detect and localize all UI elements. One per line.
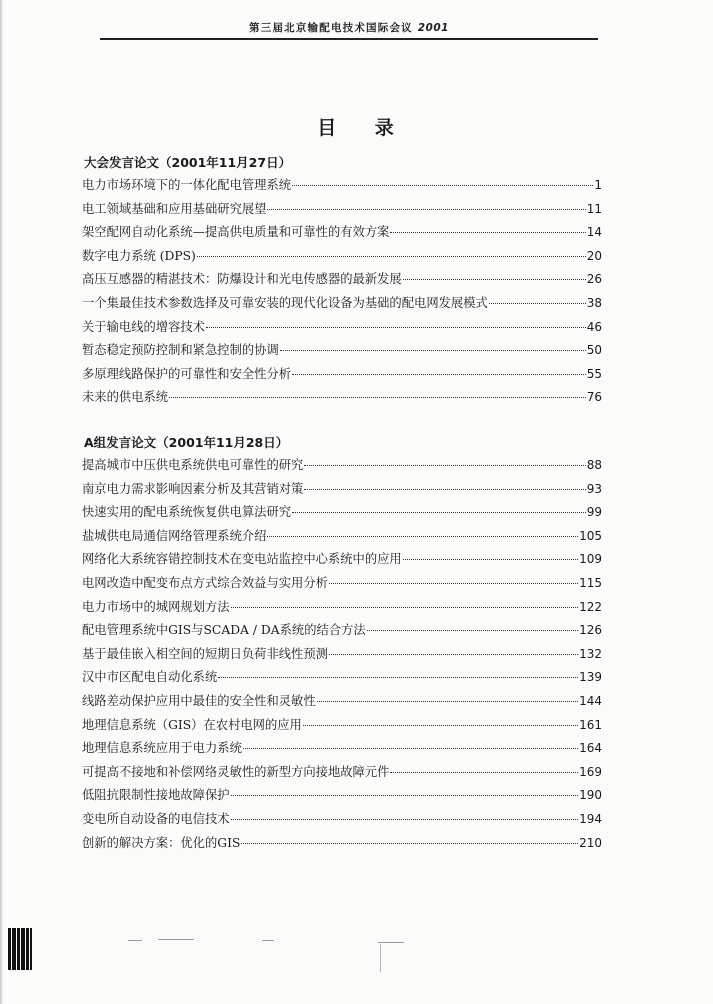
toc-entry-title: 汉中市区配电自动化系统 [82, 670, 218, 685]
dot-leader [280, 350, 586, 351]
toc-list [82, 174, 602, 410]
dot-leader [390, 232, 585, 233]
toc-entry-page: 164 [579, 741, 602, 756]
toc-entry-title: 一个集最佳技术参数选择及可靠安装的现代化设备为基础的配电网发展模式 [82, 295, 488, 310]
toc-entry-page: 1 [594, 178, 602, 192]
dot-leader [218, 677, 578, 678]
toc-entry-page: 144 [579, 693, 602, 708]
toc-entry-title: 变电所自动设备的电信技术 [82, 811, 230, 826]
toc-entry[interactable] [82, 666, 602, 690]
section-heading: A组发言论文（2001年11月28日） [84, 435, 289, 450]
toc-entry-page: 20 [586, 248, 602, 263]
toc-entry[interactable] [82, 198, 602, 222]
toc-entry-title: 可提高不接地和补偿网络灵敏性的新型方向接地故障元件 [82, 764, 390, 779]
toc-entry-page: 99 [586, 505, 602, 520]
toc-entry-page: 115 [579, 575, 602, 590]
toc-entry-title: 快速实用的配电系统恢复供电算法研究 [82, 505, 292, 520]
toc-entry[interactable] [82, 714, 602, 738]
dot-leader [304, 465, 585, 466]
toc-entry-title: 低阻抗限制性接地故障保护 [82, 788, 230, 803]
scan-artifact [380, 944, 381, 972]
toc-entry-page: 76 [586, 390, 602, 405]
toc-list [82, 454, 602, 855]
toc-entry-page: 38 [586, 295, 602, 310]
header-year: 2001 [417, 22, 449, 34]
toc-entry[interactable] [82, 363, 602, 387]
toc-entry[interactable] [82, 339, 602, 363]
dot-leader [317, 701, 578, 702]
toc-entry-page: 161 [579, 717, 602, 732]
dot-leader [367, 630, 578, 631]
dot-leader [231, 607, 579, 608]
toc-entry-page: 105 [579, 528, 602, 543]
page-edge [0, 0, 3, 1004]
scan-artifact [262, 940, 274, 941]
dot-leader [267, 209, 585, 210]
dot-leader [292, 374, 586, 375]
scan-artifact [378, 942, 404, 943]
dot-leader [489, 303, 586, 304]
toc-entry-title: 盐城供电局通信网络管理系统介绍 [82, 528, 267, 543]
toc-entry-page: 210 [579, 835, 602, 850]
toc-entry-title: 关于输电线的增容技术 [82, 319, 205, 334]
toc-section-group-a [82, 432, 602, 855]
dot-leader [292, 185, 593, 186]
toc-entry-title: 多原理线路保护的可靠性和安全性分析 [82, 366, 292, 381]
toc-entry-page: 14 [586, 225, 602, 240]
toc-entry-title: 配电管理系统中GIS与SCADA / DA系统的结合方法 [82, 623, 366, 638]
toc-entry[interactable] [82, 268, 602, 292]
toc-entry-title: 架空配网自动化系统—提高供电质量和可靠性的有效方案 [82, 225, 390, 240]
toc-entry[interactable] [82, 761, 602, 785]
toc-entry[interactable] [82, 808, 602, 832]
toc-entry-page: 50 [586, 343, 602, 358]
header-rule [100, 38, 598, 40]
dot-leader [403, 279, 586, 280]
page-title: 目 录 [317, 117, 396, 139]
dot-leader [304, 489, 585, 490]
toc-entry[interactable] [82, 292, 602, 316]
toc-entry-page: 139 [579, 670, 602, 685]
toc-entry[interactable] [82, 316, 602, 340]
toc-entry[interactable] [82, 572, 602, 596]
toc-entry[interactable] [82, 619, 602, 643]
running-header [100, 20, 598, 35]
toc-entry[interactable] [82, 174, 602, 198]
dot-leader [267, 536, 578, 537]
toc-entry[interactable] [82, 548, 602, 572]
toc-entry-page: 126 [579, 623, 602, 638]
section-heading: 大会发言论文（2001年11月27日） [84, 155, 292, 170]
toc-entry[interactable] [82, 690, 602, 714]
dot-leader [292, 512, 586, 513]
toc-entry-page: 194 [579, 811, 602, 826]
toc-entry-title: 线路差动保护应用中最佳的安全性和灵敏性 [82, 693, 316, 708]
toc-entry[interactable] [82, 501, 602, 525]
toc-entry[interactable] [82, 832, 602, 856]
scan-artifact [128, 940, 142, 941]
toc-entry[interactable] [82, 245, 602, 269]
toc-entry-page: 55 [586, 366, 602, 381]
dot-leader [231, 795, 579, 796]
dot-leader [403, 559, 578, 560]
toc-entry[interactable] [82, 221, 602, 245]
binding-spine [8, 928, 32, 970]
toc-entry-page: 93 [586, 481, 602, 496]
toc-entry-title: 电网改造中配变布点方式综合效益与实用分析 [82, 575, 328, 590]
dot-leader [206, 327, 586, 328]
toc-entry-title: 未来的供电系统 [82, 390, 169, 405]
dot-leader [169, 397, 586, 398]
toc-entry-page: 132 [579, 646, 602, 661]
toc-entry-title: 地理信息系统应用于电力系统 [82, 741, 242, 756]
toc-entry[interactable] [82, 737, 602, 761]
toc-entry-title: 电工领域基础和应用基础研究展望 [82, 201, 267, 216]
toc-entry-page: 46 [586, 319, 602, 334]
toc-entry-title: 暂态稳定预防控制和紧急控制的协调 [82, 343, 279, 358]
toc-entry[interactable] [82, 454, 602, 478]
dot-leader [390, 772, 578, 773]
toc-entry-page: 88 [586, 458, 602, 472]
toc-section-plenary [82, 152, 602, 410]
dot-leader [329, 583, 578, 584]
dot-leader [329, 654, 578, 655]
toc-entry-title: 电力市场环境下的一体化配电管理系统 [82, 178, 292, 192]
toc-entry-page: 26 [586, 272, 602, 287]
toc-entry-title: 地理信息系统（GIS）在农村电网的应用 [82, 717, 302, 732]
toc-entry-page: 11 [586, 201, 602, 216]
toc-entry[interactable] [82, 525, 602, 549]
toc-entry-title: 数字电力系统 (DPS) [82, 248, 196, 263]
toc-entry[interactable] [82, 478, 602, 502]
toc-entry-title: 高压互感器的精湛技术：防爆设计和光电传感器的最新发展 [82, 272, 402, 287]
dot-leader [243, 748, 578, 749]
toc-entry[interactable] [82, 643, 602, 667]
dot-leader [197, 256, 586, 257]
toc-entry[interactable] [82, 596, 602, 620]
toc-entry-title: 基于最佳嵌入相空间的短期日负荷非线性预测 [82, 646, 328, 661]
dot-leader [241, 843, 578, 844]
toc-entry-title: 电力市场中的城网规划方法 [82, 599, 230, 614]
toc-entry-title: 网络化大系统容错控制技术在变电站监控中心系统中的应用 [82, 552, 402, 567]
dot-leader [231, 819, 579, 820]
toc-entry[interactable] [82, 386, 602, 410]
toc-entry-title: 创新的解决方案：优化的GIS [82, 835, 241, 850]
scan-artifact [158, 939, 194, 940]
toc-entry-page: 109 [579, 552, 602, 567]
toc-entry-title: 提高城市中压供电系统供电可靠性的研究 [82, 458, 304, 472]
toc-entry[interactable] [82, 784, 602, 808]
toc-entry-page: 169 [579, 764, 602, 779]
toc-entry-title: 南京电力需求影响因素分析及其营销对策 [82, 481, 304, 496]
toc-entry-page: 122 [579, 599, 602, 614]
header-text: 第三届北京输配电技术国际会议 [249, 22, 413, 34]
toc-entry-page: 190 [579, 788, 602, 803]
dot-leader [303, 725, 578, 726]
